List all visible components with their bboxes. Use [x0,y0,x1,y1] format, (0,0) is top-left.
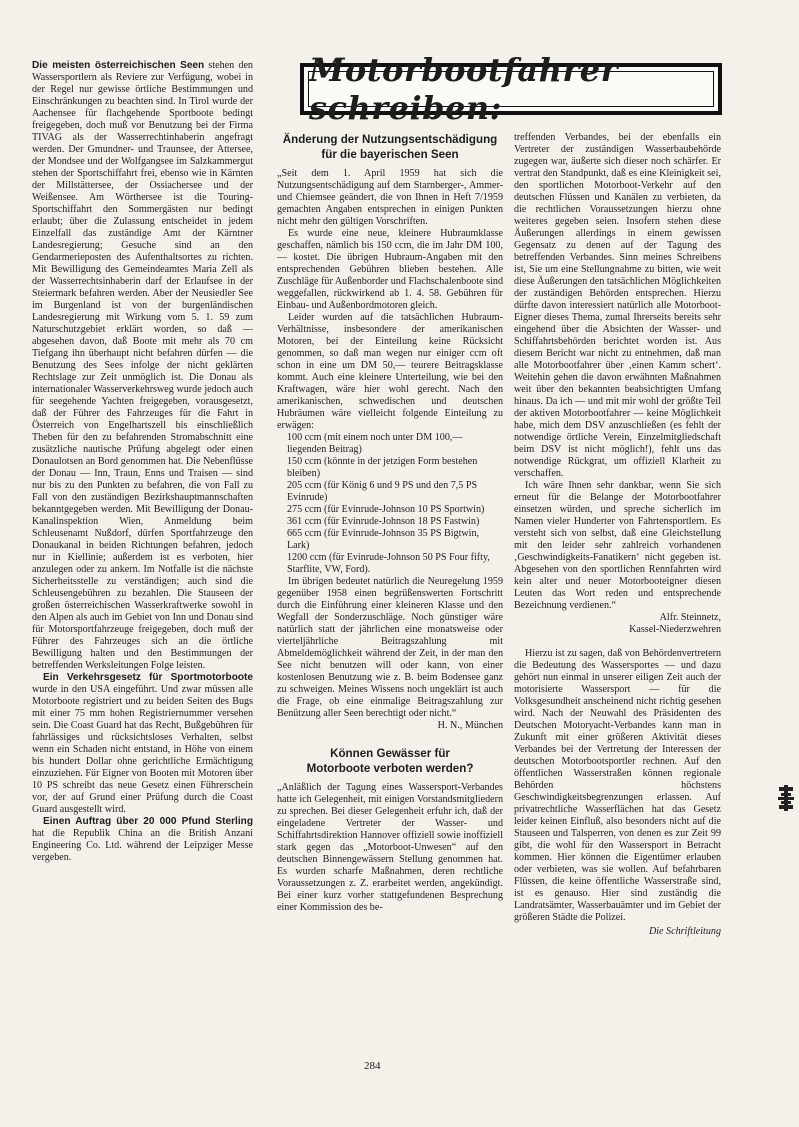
list-item: 665 ccm (für Evinrude-Johnson 35 PS Bigtwin, Lark) [287,528,480,551]
page-number: 284 [364,1060,381,1072]
article-paragraph: Es wurde eine neue, kleinere Hubraumklasse geschaffen, nämlich bis 150 ccm, die im Jahr DM 100,— kostet. Die übrigen Hubraum-Angaben mit den entsprechenden Gebühren blieben bestehen. Alle Zuschläge für Außenborder und Flachschalenboote sind weggefallen, rückwirkend ab 1. 4. 58. Gebühren für Einbau- und Außenbordmotoren gleich. [277,228,503,311]
article-heading: Können Gewässer für Motorboote verboten werden? [306,747,474,775]
editor-reply: Hierzu ist zu sagen, daß von Behördenvertretern die Bedeutung des Wassersportes — und dazu gehört nun einmal in unserer eiligen Zeit auch der motorisierte Wassersport — für die Volksgesundheit anscheinend nicht richtig gesehen wird. Nach der Neuwahl des Präsidenten des Deutschen Motoryacht-Verbandes kann man in Zukunft mit einer größeren Aktivität dieses Verbandes bei der Vertretung der Interessen der deutschen Motorbootsportler rechnen. Auf den öffentlichen Wasserstraßen können regionale Behörden höchstens Geschwindigkeitsbegrenzungen erlassen. Auf privatrechtliche Wasserflächen hat das Gesetz leider keinen Einfluß, also besonders nicht auf die Stauseen und Talsperren, von denen es zur Zeit 99 gibt, die wohl für den Wassersport in Betracht kommen. Hier können die Eigentümer erlauben oder verbieten, was sie wollen. Auf befahrbaren Flüssen, die keine öffentliche Wasserstraße sind, ist es genauso. Hier sind zuständig die Landratsämter, Wasserbauämter und im Gebiet der größeren Städte die Polizei. [514,648,721,923]
article-paragraph: „Seit dem 1. April 1959 hat sich die Nutzungsentschädigung auf dem Starnberger-, Ammer- und Chiemsee geändert, die von Ihnen in Heft 7/1959 gemachten Angaben entsprechen in einigen Punkten nicht mehr den gültigen Vorschriften. [277,168,503,227]
right-column [514,132,721,938]
article-paragraph: „Anläßlich der Tagung eines Wassersport-Verbandes hatte ich Gelegenheit, mit einigen Vorstandsmitgliedern zu sprechen. Bei dieser Gelegenheit erfuhr ich, daß der eingeladene Vertreter der Wasser- und Schiffahrtsdirektion Hannover offiziell sowie inoffiziell stark gegen das „Motorboot-Unwesen“ auf den deutschen Binnengewässern Stellung genommen hat. Es wurden scharfe Maßnahmen, deren rechtliche Voraussetzungen z. Z. erarbeitet werden, angekündigt. Bei einer kurz vorher stattgefundenen Besprechung einer Kommission des be- [277,782,503,913]
section-banner [300,51,722,127]
article-signature: H. N., München [437,720,503,731]
ornament-icon [777,785,795,811]
article-paragraph: treffenden Verbandes, bei der ebenfalls ein Vertreter der zuständigen Wasserbaubehörde zugegen war, äußerte sich dieser noch schärfer. Er vertrat den Standpunkt, daß es eine Kleinigkeit sei, den sportlichen Motorboot-Verkehr auf den deutschen Flüssen und Kanälen zu verbieten, da die rechtlichen Voraussetzungen hierzu ohne weiteres gegeben seien. Insofern stehen diese Äußerungen allerdings in einem gewissen Gegensatz zu denen auf der Tagung des betreffenden Verbandes. Sinn meines Schreibens ist, Sie um eine Stellungnahme zu bitten, wie weit diese Äußerungen den tatsächlichen Möglichkeiten der zuständigen Behörden entsprechen. Hierzu dürfte davon interessiert natürlich alle Motorboot-Eigner dieses Thema, zumal Ihrerseits bereits sehr eingehend über die Absichten der Wasser- und Schiffahrtsbehörden berichtet worden ist. Aus diesem Bericht war nicht zu entnehmen, daß man alle Motorbootfahrer über ‚einen Kamm schert‘. Weitehin gehen die davon erwähnten Maßnahmen weit über den bekannten beabsichtigten Umfang hinaus. Da ich — und mit mir wohl der größte Teil der aktiven Motorbootfahrer — keine Möglichkeit habe, mich dem DSV anzuschließen (es fehlt der notwendige örtliche Verein, Einzelmitgliedschaft beim DSV ist nicht möglich!), fehlt uns das notwendige Rückgrat, um offiziell Klarheit zu verschaffen. [514,132,721,479]
list-item: 100 ccm (mit einem noch unter DM 100,— liegenden Beitrag) [287,432,463,455]
letter-signature-name: Alfr. Steinnetz, [659,612,721,623]
article-paragraph: Im übrigen bedeutet natürlich die Neuregelung 1959 gegenüber 1958 einen begrüßenswerten Fortschritt durch die Einführung einer kleineren Klasse und den Wegfall der Sonderzuschläge. Noch günstiger wäre natürlich statt der jährlichen eine monatsweise oder vierteljährliche Beitragszahlung mit Abmeldemöglichkeit während der Zeit, in der man den See nicht benutzen will oder kann, von einer kostenlosen Benutzung wie z. B. beim Bodensee ganz zu schweigen. Meines Wissens noch ungeklärt ist auch die Frage, ob eine einmalige Beitragszahlung zur Benützung aller Seen berechtigt oder nicht.“ [277,576,503,719]
news-item-austrian-lakes: Die meisten österreichischen Seen stehen den Wassersportlern als Reviere zur Verfügung, wobei in der Regel nur gewisse örtliche Bestimmungen und Einschränkungen zu beachten sind. In Tirol wurde der Aachensee für flachgehende Sportboote bedingt freigegeben, doch muß vor Benutzung bei der Firma TIVAG als der Wasserrechtinhaberin angefragt werden. Der Gmundner- und Traunsee, der Attersee, der Mondsee und der Wolfgangsee im Salzkammergut stehen der Sportschiffahrt frei, ebenso wie in Kärnten der Millstättersee, der Ossiachersee und der Weißensee. Am Wörthersee ist die Touring-Sportschiffahrt den Sommergästen nur bedingt erlaubt; über die Zulassung entscheidet in jedem Einzelfall das zuständige Amt der Kärntner Landesregierung; Gesuche sind an den Gendarmerieposten des Aufenthaltsortes zu richten. Mit Bewilligung des Gemeindeamtes Maria Zell als der Wasserrechtsinhaberin darf der Erlaufsee in der Steiermark befahren werden. Aber der Neusiedler See im Burgenland ist von der burgenländischen Landesregierung mit Wirkung vom 5. 1. 59 zum Naturschutzgebiet erklärt worden, so daß — abgesehen davon, daß Boote mit mehr als 70 cm Tiefgang ihn überhaupt nicht befahren dürfen — die Benutzung des Sees infolge der nicht geklärten Rechtslage zur Zeit unmöglich ist. Die Donau als internationaler Wasserverkehrsweg wurde jedoch auch für seegehende Yachten freigegeben, vorausgesetzt, daß der Führer des Fahrzeuges für die Fahrt in Österreich von Engelhartszell bis einschließlich Theben für den zu befahrenden Stromabschnitt eine zusätzliche nautische Prüfung abgelegt oder einen Donaulotsen an Bord genommen hat. Die Nebenflüsse der Donau — Inn, Traun, Enns und Traisen — sind nur bis zu den Punkten zu befahren, die von Fall zu Fall von den zuständigen Bezirkshauptmannschaften bekanntgegeben werden. Mit Bewilligung der Donau-Kanalinspektion Wien, Anmeldung beim Schleusenamt Nußdorf, dürfen Sportfahrzeuge den Donaukanal in beiden Richtungen befahren, jedoch nur in Kiellinie; außerdem ist es verboten, hier anzulegen oder zu ankern. Im Notfalle ist die nächste Sicherheitsstelle zu verständigen; auch sind die Schleusengebühren zu bezahlen. Die Stauseen der großen österreichischen Wasserkraftwerke sowohl in den Alpen als auch im Gebiet von Inn und Donau sind für Motorsportfahrzeuge freigegeben, doch muß der Führer des Fahrzeuges sich an die örtliche Bewilligung halten und den Bestimmungen der betreffenden Werksleitungen Folge leisten. [32,60,253,671]
news-lead: Die meisten österreichischen Seen [32,60,205,71]
news-lead: Einen Auftrag über 20 000 Pfund Sterling [43,816,253,827]
news-lead: Ein Verkehrsgesetz für Sportmotorboote [43,672,253,683]
list-item: 361 ccm (für Evinrude-Johnson 18 PS Fastwin) [287,516,480,527]
list-item: 150 ccm (könnte in der jetzigen Form bestehen bleiben) [287,456,478,479]
letter-signature-place: Kassel-Niederzwehren [629,624,721,635]
article-paragraph: Ich wäre Ihnen sehr dankbar, wenn Sie sich erneut für die Belange der Motorbootfahrer einsetzen würden, und spreche sicherlich im Namen vieler Hunderter von Fahrtensportlern. Es versteht sich von selbst, daß eine Gleichstellung mit den leider sehr zahlreich vorhandenen ‚Geschwindigkeits-Fanatikern‘ nicht gegeben ist. Abgesehen von den sportlichen Rennfahrten wird kein alter und neuer Motorbooteigner diesen Leuten das Wort reden und entsprechende Bezeichnung verdienen.“ [514,480,721,611]
list-item: 205 ccm (für König 6 und 9 PS und den 7,5 PS Evinrude) [287,480,478,503]
left-column [32,60,253,864]
news-item-order: Einen Auftrag über 20 000 Pfund Sterling hat die Republik China an die British Anzani Engineering Co. Ltd. während der Leipziger Messe vergeben. [32,816,253,863]
list-item: 275 ccm (für Evinrude-Johnson 10 PS Sportwin) [287,504,485,515]
news-item-us-law: Ein Verkehrsgesetz für Sportmotorboote wurde in den USA eingeführt. Und zwar müssen alle Motorboote registriert und zu beiden Seiten des Bugs mit einer 75 mm hohen Registriernummer versehen sein. Die Coast Guard hat das Recht, Bußgebühren für fahrlässiges und rücksichtsloses Verhalten, selbst wenn ein Schaden nicht entstand, in Höhe von einem bis hundert Dollar ohne gerichtliche Ermächtigung einzuziehen. Für Eigner von Booten mit Motoren über 10 PS schreibt das neue Gesetz einen Führerschein vor, der auf Grund einer Prüfung durch die Coast Guard ausgestellt wird. [32,672,253,815]
ccm-list [277,432,503,576]
article-paragraph: Leider wurden auf die tatsächlichen Hubraum-Verhältnisse, insbesondere der amerikanischen Motoren, bei der Einteilung keine Rücksicht genommen, so daß man wegen nur einiger ccm oft schon in eine um DM 50,— teurere Beitragsklasse kommt. Auch eine kleinere Unterteilung, wie bei den Kraftwagen, wäre hier wohl gerecht. Nach den amerikanischen, schwedischen und deutschen Hubräumen wäre vielleicht folgende Einteilung zu erwägen: [277,312,503,431]
middle-column [277,132,503,914]
editor-signature: Die Schriftleitung [648,926,721,937]
list-item: 1200 ccm (für Evinrude-Johnson 50 PS Four fifty, Starflite, VW, Ford). [287,552,490,575]
article-heading: Änderung der Nutzungsentschädigung für die bayerischen Seen [282,133,498,161]
banner-title: Motorbootfahrer schreiben: [309,51,618,127]
